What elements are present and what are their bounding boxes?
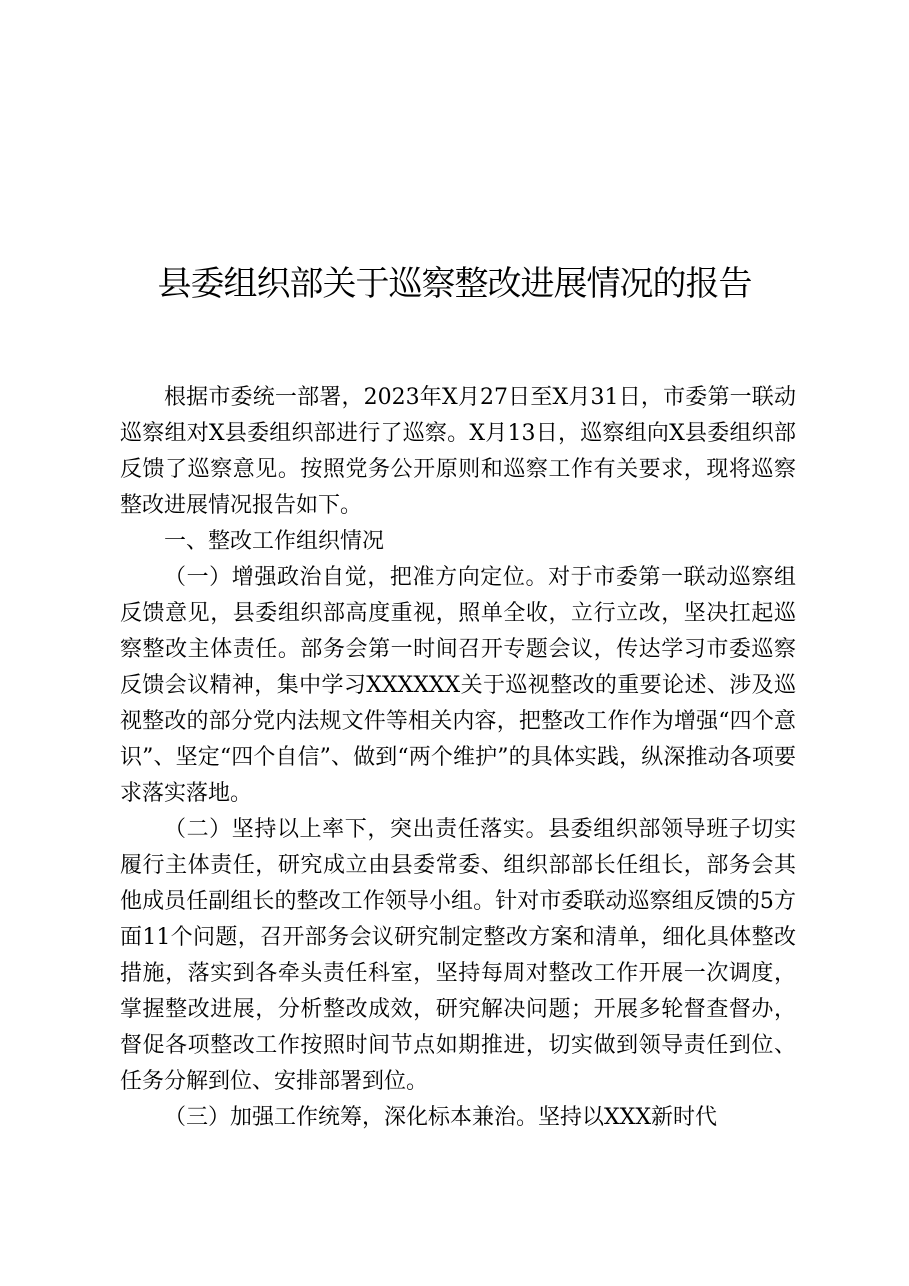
section-heading: 一、整改工作组织情况	[164, 529, 385, 554]
subsection-heading-1: （一）增强政治自觉，把准方向定位。	[164, 565, 549, 590]
document-body	[120, 380, 796, 1136]
intro-paragraph: 根据市委统一部署，2023年X月27日至X月31日，市委第一联动巡察组对X县委组织部进行了巡察。X月13日，巡察组向X县委组织部反馈了巡察意见。按照党务公开原则和巡察工作有关要求，现将巡察整改进展情况报告如下。	[120, 385, 796, 518]
subsection-heading-2: （二）坚持以上率下，突出责任落实。	[164, 817, 549, 842]
subsection-paragraph-1	[120, 560, 796, 812]
subsection-text-3: 坚持以XXX新时代	[538, 1105, 718, 1130]
subsection-heading-3: （三）加强工作统筹，深化标本兼治。	[164, 1105, 539, 1130]
subsection-text-2: 县委组织部领导班子切实履行主体责任，研究成立由县委常委、组织部部长任组长，部务会其他成员任副组长的整改工作领导小组。针对市委联动巡察组反馈的5方面11个问题，召开部务会议研究制定整改方案和清单，细化具体整改措施，落实到各牵头责任科室，坚持每周对整改工作开展一次调度，掌握整改进展，分析整改成效，研究解决问题；开展多轮督查督办，督促各项整改工作按照时间节点如期推进，切实做到领导责任到位、任务分解到位、安排部署到位。	[120, 817, 796, 1094]
document-title: 县委组织部关于巡察整改进展情况的报告	[157, 264, 752, 304]
subsection-text-1: 对于市委第一联动巡察组反馈意见，县委组织部高度重视，照单全收，立行立改，坚决扛起巡察整改主体责任。部务会第一时间召开专题会议，传达学习市委巡察反馈会议精神，集中学习XXXXXX关于巡视整改的重要论述、涉及巡视整改的部分党内法规文件等相关内容，把整改工作作为增强“四个意识”、坚定“四个自信”、做到“两个维护”的具体实践，纵深推动各项要求落实落地。	[120, 565, 796, 806]
subsection-paragraph-2	[120, 812, 796, 1100]
subsection-paragraph-3	[120, 1100, 796, 1136]
